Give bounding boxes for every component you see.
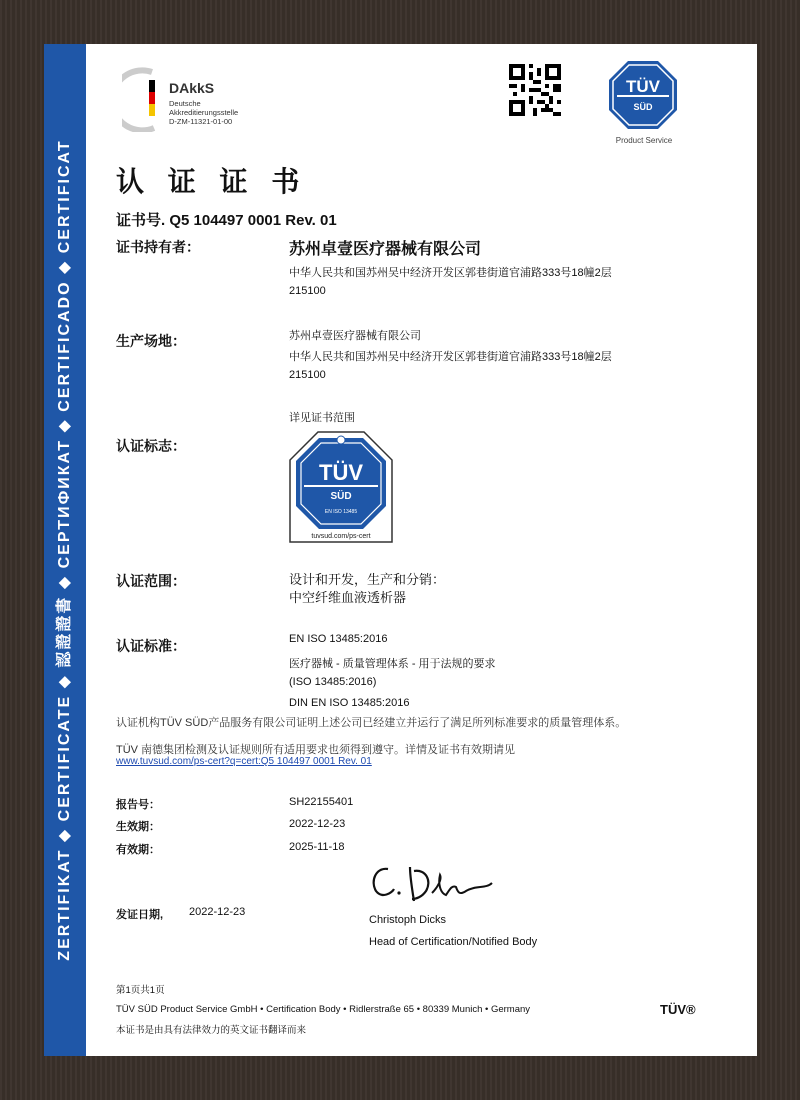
tuv-certification-mark-icon [288,430,394,544]
production-site-name: 苏州卓壹医疗器械有限公司 [289,330,421,342]
qr-code-icon[interactable] [509,64,561,116]
mark-label: 认证标志： [116,438,186,454]
certificate-paper [44,44,757,1056]
tuv-top-word: TÜV [626,77,660,96]
issue-value: 2022-12-23 [189,906,246,918]
valid-value: 2025-11-18 [289,841,345,853]
footer-tuv-logo: TÜV® [660,1002,696,1017]
footer-note: 本证书是由具有法律效力的英文证书翻译而来 [116,1025,307,1036]
signer-title: Head of Certification/Notified Body [369,936,538,948]
mark-standard: EN ISO 13485 [324,509,358,515]
side-band [44,44,86,1056]
certificate-title: 认 证 证 书 [116,166,308,197]
tuv-logo-caption: Product Service [615,136,673,145]
effective-label: 生效期： [116,821,160,833]
holder-label: 证书持有者： [116,239,200,255]
dakks-brand: DAkkS [169,80,215,96]
scope-label: 认证范围： [116,573,186,589]
statement-1: 认证机构TÜV SÜD产品服务有限公司证明上述公司已经建立并运行了满足所列标准要求的质量管理体系。 [116,717,627,729]
mark-note: 详见证书范围 [289,412,355,424]
standard-line2: 医疗器械 - 质量管理体系 - 用于法规的要求 [289,658,496,670]
cert-link[interactable]: www.tuvsud.com/ps-cert?q=cert:Q5 104497 0001 Rev. 01 [116,756,372,767]
dakks-line1: Deutsche [169,99,201,108]
production-site-address: 中华人民共和国苏州吴中经济开发区郭巷街道官浦路333号18幢2层 [289,351,612,363]
production-site-label: 生产场地： [116,333,186,349]
holder-address: 中华人民共和国苏州吴中经济开发区郭巷街道官浦路333号18幢2层 [289,267,612,279]
holder-postcode: 215100 [289,285,326,297]
mark-sub: SÜD [330,491,352,502]
standards-label: 认证标准： [116,638,186,654]
standard-line1: EN ISO 13485:2016 [289,633,388,645]
issue-label: 发证日期, [116,909,164,921]
mark-word: TÜV [319,460,363,485]
effective-value: 2022-12-23 [289,818,346,830]
tuv-top-sub: SÜD [633,102,653,112]
signer-name: Christoph Dicks [369,914,447,926]
scope-line1: 设计和开发，生产和分销： [289,572,446,587]
certificate-number: 证书号. Q5 104497 0001 Rev. 01 [116,212,337,229]
report-value: SH22155401 [289,796,354,808]
footer-page: 第1页共1页 [116,985,165,996]
dakks-line2: Akkreditierungsstelle [169,108,239,117]
scope-line2: 中空纤维血液透析器 [289,590,407,605]
signature-icon [366,859,506,907]
dakks-line3: D-ZM-11321-01-00 [169,117,233,126]
side-band-text: ZERTIFIKAT ◆ CERTIFICATE ◆ 認證證書 ◆ СЕРТИФИКАТ ◆ CERTIFICADO ◆ CERTIFICAT [56,139,73,961]
standard-line4: DIN EN ISO 13485:2016 [289,697,410,709]
footer-company: TÜV SÜD Product Service GmbH • Certification Body • Ridlerstraße 65 • 80339 Munich • Germany [116,1004,531,1015]
production-site-postcode: 215100 [289,369,326,381]
valid-label: 有效期： [116,844,160,856]
standard-line3: (ISO 13485:2016) [289,676,377,688]
mark-url: tuvsud.com/ps-cert [311,533,371,540]
holder-name: 苏州卓壹医疗器械有限公司 [289,241,482,258]
statement-2: TÜV 南德集团检测及认证规则所有适用要求也须得到遵守。详情及证书有效期请见 [116,744,516,756]
tuv-sud-logo-icon [607,59,679,139]
report-label: 报告号： [116,799,160,811]
